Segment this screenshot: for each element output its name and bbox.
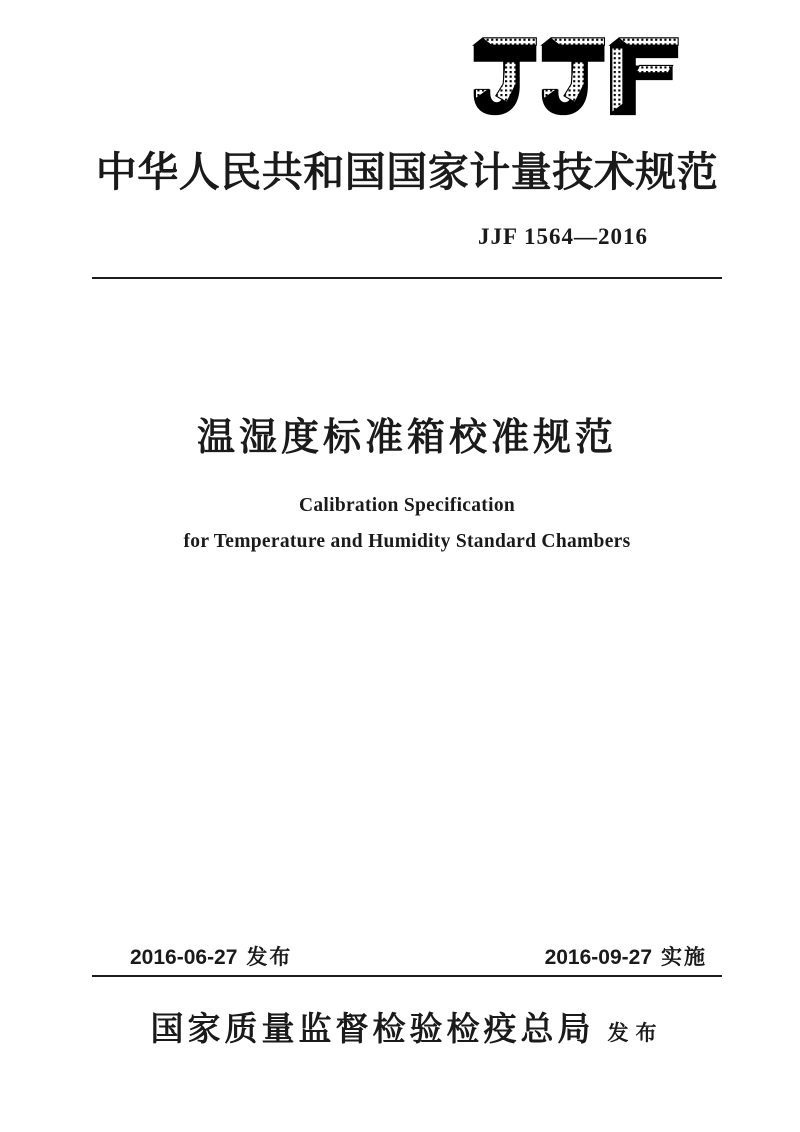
top-rule: [92, 277, 722, 279]
main-title-chinese: 温湿度标准箱校准规范: [196, 417, 617, 459]
spec-number: JJF 1564—2016: [478, 224, 648, 249]
issue-date-block: [130, 941, 292, 971]
issuer-row: [14, 1003, 800, 1050]
implementation-date-label: 实施: [661, 946, 707, 969]
issue-date-label: 发布: [246, 946, 293, 969]
implementation-date-block: [545, 941, 707, 971]
issuing-authority: 国家质量监督检验检疫总局: [150, 1012, 595, 1048]
national-spec-heading: 中华人民共和国国家计量技术规范: [95, 149, 719, 195]
issue-date: 2016-06-27: [130, 946, 238, 969]
bottom-rule: [92, 975, 722, 977]
english-title-line2: for Temperature and Humidity Standard Chambers: [183, 531, 631, 552]
issuer-publish-label: 发布: [607, 1022, 664, 1045]
jjf-logo-icon: [470, 34, 680, 119]
english-title-line1: Calibration Specification: [298, 495, 516, 516]
implementation-date: 2016-09-27: [544, 946, 652, 969]
